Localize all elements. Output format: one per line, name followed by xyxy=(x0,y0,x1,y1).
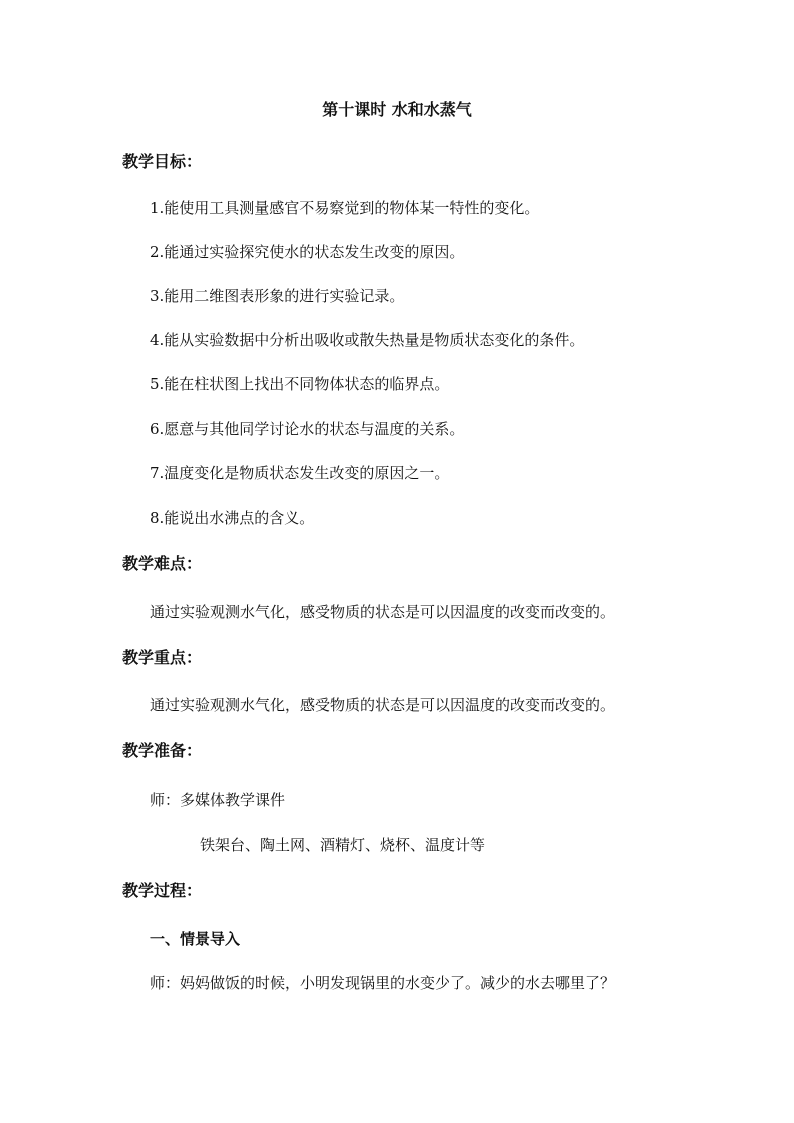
objective-item: 8.能说出水沸点的含义。 xyxy=(150,509,315,527)
section1-text: 师：妈妈做饭的时候，小明发现锅里的水变少了。减少的水去哪里了？ xyxy=(150,974,616,992)
objective-item: 3.能用二维图表形象的进行实验记录。 xyxy=(150,287,405,305)
key-point-text: 通过实验观测水气化，感受物质的状态是可以因温度的改变而改变的。 xyxy=(150,696,616,714)
preparation-teacher: 师：多媒体教学课件 xyxy=(150,791,286,809)
process-heading: 教学过程： xyxy=(122,881,203,900)
difficulty-heading: 教学难点： xyxy=(122,554,203,573)
preparation-materials: 铁架台、陶土网、酒精灯、烧杯、温度计等 xyxy=(200,836,486,854)
objectives-heading: 教学目标： xyxy=(122,152,203,171)
difficulty-text: 通过实验观测水气化，感受物质的状态是可以因温度的改变而改变的。 xyxy=(150,603,616,621)
section1-title: 一、情景导入 xyxy=(150,930,241,948)
page-title: 第十课时 水和水蒸气 xyxy=(322,100,472,119)
objective-item: 6.愿意与其他同学讨论水的状态与温度的关系。 xyxy=(150,420,465,438)
objective-item: 1.能使用工具测量感官不易察觉到的物体某一特性的变化。 xyxy=(150,199,540,217)
objective-item: 5.能在柱状图上找出不同物体状态的临界点。 xyxy=(150,375,450,393)
objective-item: 7.温度变化是物质状态发生改变的原因之一。 xyxy=(150,464,450,482)
key-point-heading: 教学重点： xyxy=(122,648,203,667)
objective-item: 2.能通过实验探究使水的状态发生改变的原因。 xyxy=(150,243,465,261)
preparation-heading: 教学准备： xyxy=(122,741,203,760)
objective-item: 4.能从实验数据中分析出吸收或散失热量是物质状态变化的条件。 xyxy=(150,331,585,349)
